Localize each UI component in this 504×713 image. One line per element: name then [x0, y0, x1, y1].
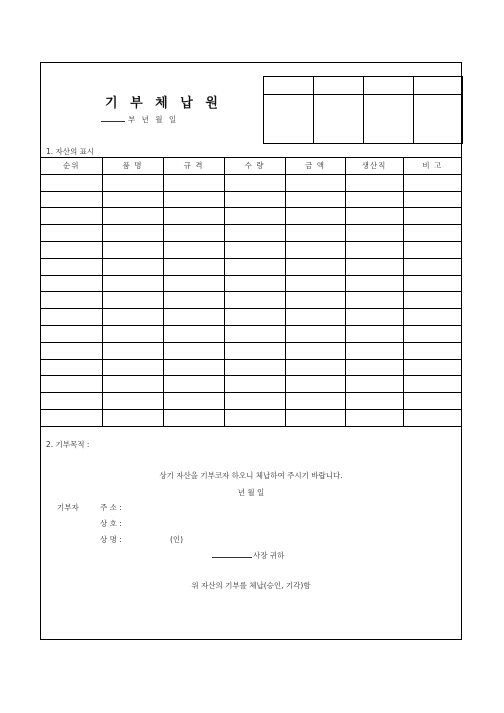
section1-heading: 1. 자산의 표시 — [46, 147, 95, 156]
approval-sign-cell[interactable] — [264, 95, 314, 144]
approval-box — [263, 76, 463, 144]
number-blank[interactable] — [101, 114, 125, 122]
table-cell[interactable] — [41, 292, 102, 309]
table-cell[interactable] — [285, 359, 345, 376]
table-cell[interactable] — [41, 225, 102, 242]
table-cell[interactable] — [403, 225, 461, 242]
table-cell[interactable] — [224, 292, 285, 309]
request-text: 상기 자산을 기부코자 하오니 체납하여 주시기 바랍니다. — [159, 471, 343, 480]
table-row — [41, 292, 461, 309]
table-cell[interactable] — [41, 191, 102, 208]
table-cell[interactable] — [163, 309, 224, 326]
recipient-suffix: 사장 귀하 — [253, 551, 285, 560]
table-cell[interactable] — [345, 275, 403, 292]
table-cell[interactable] — [285, 275, 345, 292]
form-title: 기 부 체 납 원 — [105, 96, 222, 111]
table-cell[interactable] — [345, 376, 403, 393]
table-cell[interactable] — [163, 292, 224, 309]
table-cell[interactable] — [403, 342, 461, 359]
table-cell[interactable] — [345, 258, 403, 275]
approval-header-cell[interactable] — [264, 77, 314, 95]
table-cell[interactable] — [285, 409, 345, 426]
table-cell[interactable] — [102, 309, 163, 326]
decision-text: 위 자산의 기부를 체납(승인, 기각)함 — [191, 581, 311, 590]
table-cell[interactable] — [403, 376, 461, 393]
table-cell[interactable] — [224, 241, 285, 258]
table-row — [41, 174, 461, 191]
table-cell[interactable] — [285, 376, 345, 393]
column-header: 생산직 — [345, 158, 403, 175]
column-header: 규 격 — [163, 158, 224, 175]
table-row — [41, 309, 461, 326]
table-cell[interactable] — [403, 208, 461, 225]
table-cell[interactable] — [285, 342, 345, 359]
table-cell[interactable] — [224, 191, 285, 208]
donor-label: 기부자 — [57, 503, 79, 512]
table-row — [41, 409, 461, 426]
table-row — [41, 275, 461, 292]
section2-heading: 2. 기부목적 : — [46, 440, 90, 449]
table-cell[interactable] — [224, 342, 285, 359]
table-cell[interactable] — [224, 258, 285, 275]
approval-sign-cell[interactable] — [314, 95, 364, 144]
table-cell[interactable] — [102, 342, 163, 359]
table-cell[interactable] — [41, 258, 102, 275]
table-cell[interactable] — [224, 174, 285, 191]
approval-sign-cell[interactable] — [414, 95, 463, 144]
table-row — [41, 258, 461, 275]
table-cell[interactable] — [403, 325, 461, 342]
table-cell[interactable] — [102, 359, 163, 376]
table-row — [41, 376, 461, 393]
table-cell[interactable] — [102, 292, 163, 309]
table-cell[interactable] — [163, 174, 224, 191]
asset-table — [41, 157, 461, 427]
table-cell[interactable] — [403, 258, 461, 275]
table-cell[interactable] — [345, 191, 403, 208]
table-cell[interactable] — [102, 241, 163, 258]
table-cell[interactable] — [285, 208, 345, 225]
table-cell[interactable] — [403, 292, 461, 309]
table-cell[interactable] — [285, 325, 345, 342]
table-row — [41, 208, 461, 225]
table-cell[interactable] — [41, 275, 102, 292]
table-cell[interactable] — [345, 325, 403, 342]
table-row — [41, 241, 461, 258]
table-row — [41, 359, 461, 376]
table-cell[interactable] — [285, 174, 345, 191]
table-cell[interactable] — [163, 393, 224, 410]
seal-mark: (인) — [170, 535, 184, 544]
table-cell[interactable] — [102, 258, 163, 275]
column-header: 순위 — [41, 158, 102, 175]
table-row — [41, 342, 461, 359]
table-cell[interactable] — [41, 174, 102, 191]
table-cell[interactable] — [163, 325, 224, 342]
date-line-text: 부 년 월 일 — [128, 115, 179, 124]
table-cell[interactable] — [163, 241, 224, 258]
column-header: 금 액 — [285, 158, 345, 175]
table-cell[interactable] — [403, 174, 461, 191]
table-cell[interactable] — [224, 309, 285, 326]
table-row — [41, 393, 461, 410]
address-label: 주 소 : — [100, 503, 122, 512]
table-cell[interactable] — [41, 376, 102, 393]
table-cell[interactable] — [285, 225, 345, 242]
table-cell[interactable] — [345, 292, 403, 309]
table-cell[interactable] — [163, 208, 224, 225]
table-row — [41, 191, 461, 208]
table-cell[interactable] — [102, 191, 163, 208]
table-cell[interactable] — [224, 393, 285, 410]
table-cell[interactable] — [163, 191, 224, 208]
table-row — [41, 225, 461, 242]
table-cell[interactable] — [41, 393, 102, 410]
table-cell[interactable] — [345, 409, 403, 426]
table-cell[interactable] — [163, 359, 224, 376]
table-cell[interactable] — [102, 393, 163, 410]
table-cell[interactable] — [345, 342, 403, 359]
column-header: 비 고 — [403, 158, 461, 175]
table-cell[interactable] — [224, 409, 285, 426]
company-label: 상 호 : — [100, 519, 122, 528]
recipient-blank[interactable] — [212, 550, 252, 558]
table-cell[interactable] — [345, 174, 403, 191]
table-cell[interactable] — [403, 309, 461, 326]
table-cell[interactable] — [41, 409, 102, 426]
table-cell[interactable] — [224, 208, 285, 225]
table-cell[interactable] — [285, 309, 345, 326]
approval-header-cell[interactable] — [414, 77, 463, 95]
table-cell[interactable] — [41, 309, 102, 326]
table-cell[interactable] — [403, 409, 461, 426]
column-header: 수 량 — [224, 158, 285, 175]
table-cell[interactable] — [224, 275, 285, 292]
table-cell[interactable] — [345, 208, 403, 225]
table-cell[interactable] — [163, 376, 224, 393]
approval-sign-cell[interactable] — [364, 95, 414, 144]
table-cell[interactable] — [403, 191, 461, 208]
table-row — [41, 325, 461, 342]
table-cell[interactable] — [285, 258, 345, 275]
table-cell[interactable] — [224, 225, 285, 242]
table-cell[interactable] — [41, 359, 102, 376]
table-cell[interactable] — [403, 275, 461, 292]
table-cell[interactable] — [285, 241, 345, 258]
table-cell[interactable] — [345, 393, 403, 410]
table-cell[interactable] — [102, 275, 163, 292]
table-cell[interactable] — [41, 241, 102, 258]
table-cell[interactable] — [163, 342, 224, 359]
request-date: 년 월 일 — [237, 488, 265, 497]
approval-header-cell[interactable] — [314, 77, 364, 95]
recipient-line — [212, 550, 284, 561]
table-cell[interactable] — [285, 191, 345, 208]
table-cell[interactable] — [285, 393, 345, 410]
table-cell[interactable] — [102, 174, 163, 191]
form-date-line — [101, 114, 178, 125]
column-header: 품 명 — [102, 158, 163, 175]
table-cell[interactable] — [41, 325, 102, 342]
table-cell[interactable] — [403, 393, 461, 410]
table-cell[interactable] — [224, 376, 285, 393]
table-cell[interactable] — [163, 275, 224, 292]
table-cell[interactable] — [41, 208, 102, 225]
table-cell[interactable] — [403, 241, 461, 258]
table-cell[interactable] — [102, 225, 163, 242]
table-cell[interactable] — [102, 325, 163, 342]
table-cell[interactable] — [163, 225, 224, 242]
table-cell[interactable] — [345, 309, 403, 326]
table-cell[interactable] — [224, 359, 285, 376]
table-cell[interactable] — [345, 241, 403, 258]
table-cell[interactable] — [403, 359, 461, 376]
name-label: 상 명 : — [100, 535, 122, 544]
table-cell[interactable] — [163, 409, 224, 426]
table-cell[interactable] — [102, 376, 163, 393]
table-cell[interactable] — [345, 225, 403, 242]
table-cell[interactable] — [102, 208, 163, 225]
approval-header-cell[interactable] — [364, 77, 414, 95]
table-cell[interactable] — [102, 409, 163, 426]
asset-table-header — [41, 158, 461, 175]
table-cell[interactable] — [345, 359, 403, 376]
table-cell[interactable] — [41, 342, 102, 359]
table-cell[interactable] — [285, 292, 345, 309]
table-cell[interactable] — [224, 325, 285, 342]
table-cell[interactable] — [163, 258, 224, 275]
